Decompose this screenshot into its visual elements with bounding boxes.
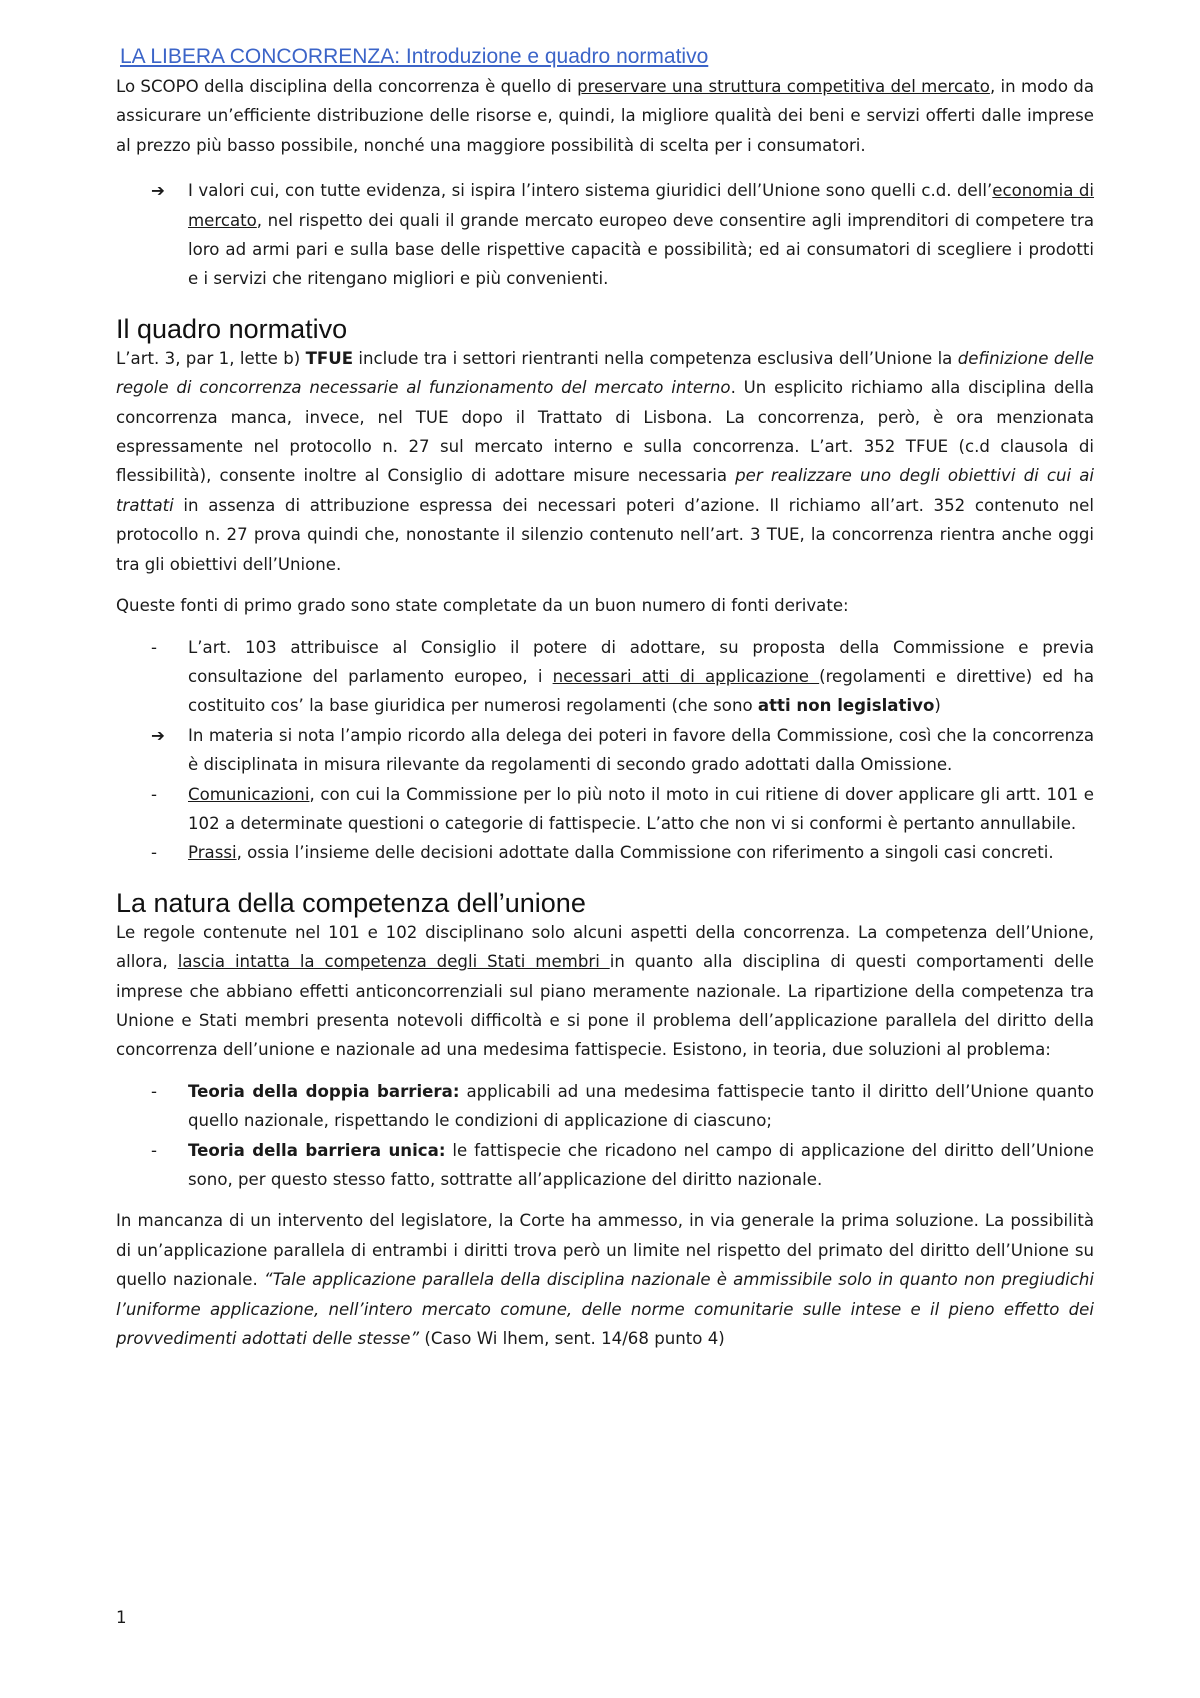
text-run: , ossia l’insieme delle decisioni adottate dalla Commissione con riferimento a singoli casi concreti. <box>236 843 1054 863</box>
text-run: (Caso Wi lhem, sent. 14/68 punto 4) <box>419 1329 725 1349</box>
arrow-right-icon: ➔ <box>151 181 165 201</box>
dash-marker: - <box>151 843 157 863</box>
underlined-text: Prassi <box>188 843 237 863</box>
intro-paragraph <box>116 72 1094 160</box>
bold-text: TFUE <box>305 348 354 368</box>
page-number: 1 <box>116 1608 127 1627</box>
text-run: Lo SCOPO della disciplina della concorrenza è quello di <box>116 77 578 96</box>
text-run: In mancanza di un intervento del legislatore, la Corte ha ammesso, in via generale la prima soluzione. La possibilità di un’applicazione parallela di entrambi i diritti trova però un limite nel rispetto del primato del diritto dell’Unione su quello nazionale. <box>116 1211 1094 1290</box>
list-item-comunicazioni <box>116 780 1094 839</box>
paragraph-corte <box>116 1206 1094 1353</box>
text-run: include tra i settori rientranti nella competenza esclusiva dell’Unione la <box>353 348 958 368</box>
text-run: , nel rispetto dei quali il grande mercato europeo deve consentire agli imprenditori di competere tra loro ad armi pari e sulla base delle rispettive capacità e possibilità; ed ai consumatori di scegliere i prodotti e i servizi che ritengano migliori e più convenienti. <box>188 210 1094 289</box>
arrow-item-values <box>116 176 1094 294</box>
dash-marker: - <box>151 1081 157 1101</box>
text-run: I valori cui, con tutte evidenza, si ispira l’intero sistema giuridici dell’Unione sono quelli c.d. dell’ <box>188 181 993 201</box>
dash-marker: - <box>151 1140 157 1160</box>
text-run: (regolamenti e direttive) ed ha costituito cos’ la base giuridica per numerosi regolamenti (che sono <box>188 666 1094 716</box>
italic-text: definizione delle regole di concorrenza necessarie al funzionamento del mercato interno <box>116 348 1094 398</box>
text-run: , con cui la Commissione per lo più noto il moto in cui ritiene di dover applicare gli artt. 101 e 102 a determinate questioni o categorie di fattispecie. L’atto che non vi si conformi è pertanto annullabile. <box>188 784 1094 833</box>
text-run: in assenza di attribuzione espressa dei necessari poteri d’azione. Il richiamo all’art. 352 contenuto nel protocollo n. 27 prova quindi che, nonostante il silenzio contenuto nell’art. 3 TUE, la concorrenza rientra anche oggi tra gli obiettivi dell’Unione. <box>116 495 1094 574</box>
list-item-barriera-unica <box>116 1136 1094 1195</box>
text-run: L’art. 103 attribuisce al Consiglio il potere di adottare, su proposta della Commissione e previa consultazione del parlamento europeo, i <box>188 637 1094 686</box>
heading-quadro-normativo: Il quadro normativo <box>116 313 348 344</box>
paragraph-regole <box>116 918 1094 1065</box>
underlined-text: Comunicazioni <box>188 784 310 804</box>
bold-text: Teoria della barriera unica: <box>188 1140 446 1160</box>
text-run: L’art. 3, par 1, lette b) <box>116 348 306 368</box>
document-title: LA LIBERA CONCORRENZA: Introduzione e quadro normativo <box>120 45 709 68</box>
paragraph-fonti: Queste fonti di primo grado sono state completate da un buon numero di fonti derivate: <box>116 596 849 616</box>
list-item-doppia-barriera <box>116 1077 1094 1136</box>
list-item-prassi <box>116 838 1094 867</box>
list-item-art103 <box>116 633 1094 721</box>
underlined-text: necessari atti di applicazione <box>552 666 820 686</box>
arrow-right-icon: ➔ <box>151 725 165 745</box>
heading-natura-competenza: La natura della competenza dell’unione <box>116 887 586 918</box>
underlined-text: lascia intatta la competenza degli Stati membri <box>177 952 610 972</box>
text-run: Le regole contenute nel 101 e 102 disciplinano solo alcuni aspetti della concorrenza. La competenza dell’Unione, allora, <box>116 922 1094 972</box>
dash-marker: - <box>151 784 157 804</box>
text-run: in quanto alla disciplina di questi comportamenti delle imprese che abbiano effetti anticoncorrenziali sul piano meramente nazionale. La ripartizione della competenza tra Unione e Stati membri presenta notevoli difficoltà e si pone il problema dell’applicazione parallela del diritto della concorrenza dell’unione e nazionale ad una medesima fattispecie. Esistono, in teoria, due soluzioni al problema: <box>116 952 1094 1060</box>
text-run: , in modo da assicurare un’efficiente distribuzione delle risorse e, quindi, la migliore qualità dei beni e servizi offerti dalle imprese al prezzo più basso possibile, nonché una maggiore possibilità di scelta per i consumatori. <box>116 77 1095 155</box>
italic-quote: “Tale applicazione parallela della disciplina nazionale è ammissibile solo in quanto non pregiudichi l’uniforme applicazione, nell’intero mercato comune, delle norme comunitarie sulle intese e il pieno effetto dei provvedimenti adottati delle stesse” <box>116 1270 1094 1349</box>
underlined-text: economia di mercato <box>188 181 1095 230</box>
paragraph-tfue <box>116 344 1094 579</box>
arrow-item-delega <box>116 721 1094 780</box>
text-run: . Un esplicito richiamo alla disciplina della concorrenza manca, invece, nel TUE dopo il Trattato di Lisbona. La concorrenza, però, è ora menzionata espressamente nel protocollo n. 27 sul mercato interno e sulla concorrenza. L’art. 352 TFUE (c.d clausola di flessibilità), consente inoltre al Consiglio di adottare misure necessaria <box>116 378 1094 486</box>
italic-text: per realizzare uno degli obiettivi di cui ai trattati <box>116 466 1094 515</box>
bold-text: atti non legislativo <box>757 696 935 716</box>
document-page <box>116 42 1094 1353</box>
text-run: In materia si nota l’ampio ricordo alla delega dei poteri in favore della Commissione, così che la concorrenza è disciplinata in misura rilevante da regolamenti di secondo grado adottati dalla Omissione. <box>188 725 1094 775</box>
underlined-text: preservare una struttura competitiva del mercato <box>577 77 990 96</box>
dash-marker: - <box>151 637 157 657</box>
text-run: applicabili ad una medesima fattispecie tanto il diritto dell’Unione quanto quello nazionale, rispettando le condizioni di applicazione di ciascuno; <box>188 1081 1094 1131</box>
bold-text: Teoria della doppia barriera: <box>188 1081 460 1101</box>
text-run: le fattispecie che ricadono nel campo di applicazione del diritto dell’Unione sono, per questo stesso fatto, sottratte all’applicazione del diritto nazionale. <box>188 1140 1095 1189</box>
text-run: ) <box>934 696 941 716</box>
